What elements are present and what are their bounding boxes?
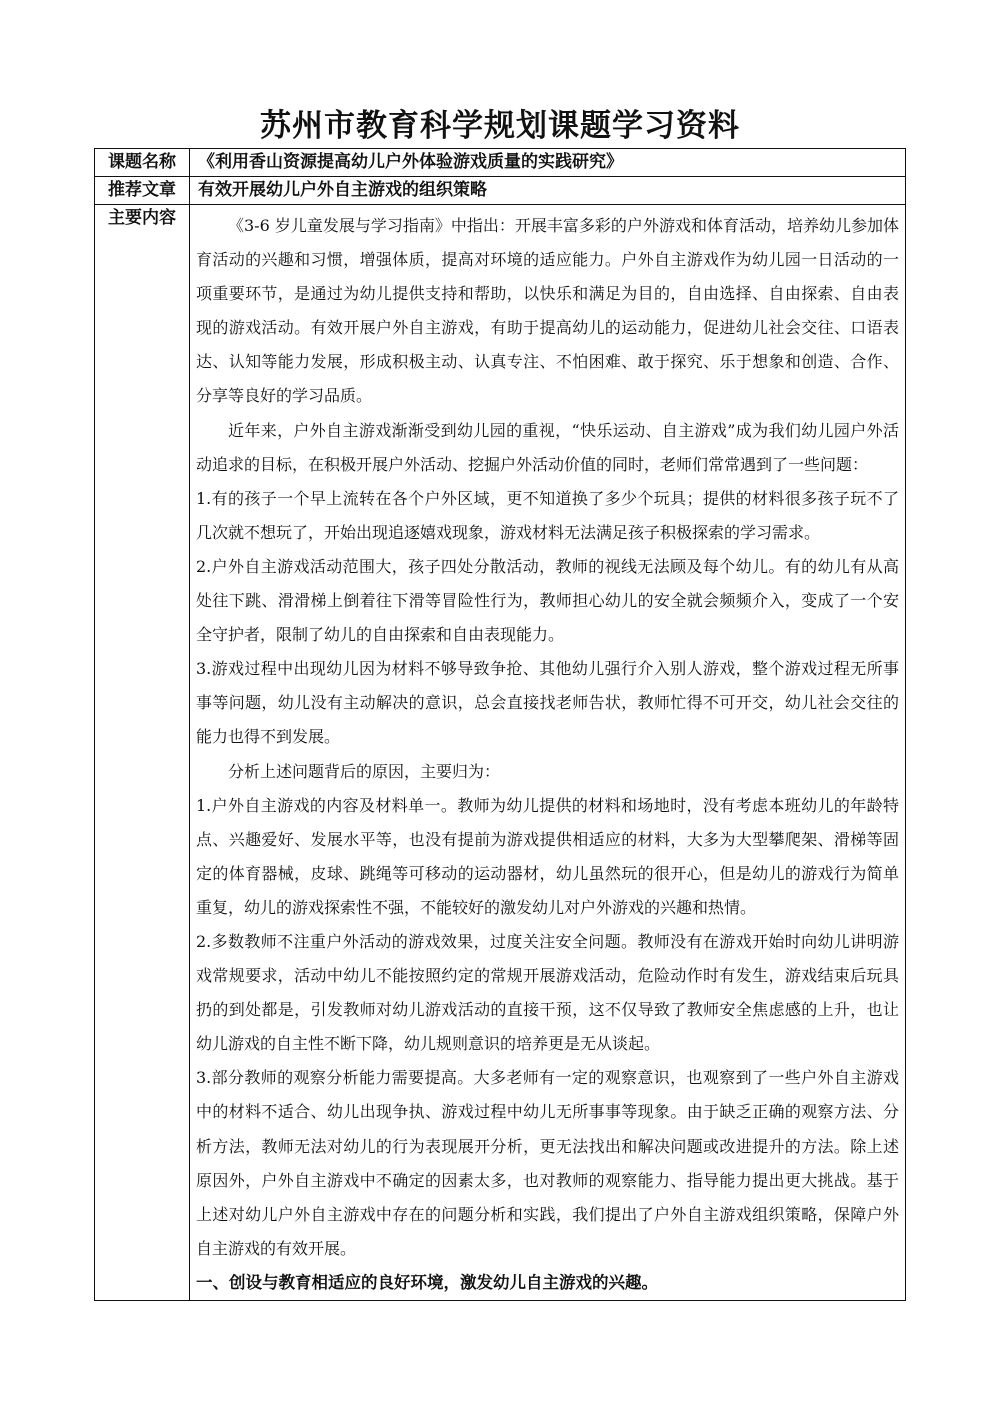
content-row bbox=[95, 205, 906, 1301]
paragraph-problem-1: 1.有的孩子一个早上流转在各个户外区域，更不知道换了多少个玩具；提供的材料很多孩子玩不了几次就不想玩了，开始出现追逐嬉戏现象，游戏材料无法满足孩子积极探索的学习需求。 bbox=[196, 488, 899, 542]
article-row bbox=[95, 177, 906, 205]
paragraph-problem-3: 3.游戏过程中出现幼儿因为材料不够导致争抢、其他幼儿强行介入别人游戏，整个游戏过程无所事事等问题，幼儿没有主动解决的意识，总会直接找老师告状，教师忙得不可开交，幼儿社会交往的能力也得不到发展。 bbox=[196, 659, 899, 747]
article-value: 有效开展幼儿户外自主游戏的组织策略 bbox=[190, 177, 906, 205]
paragraph-cause-2: 2.多数教师不注重户外活动的游戏效果，过度关注安全问题。教师没有在游戏开始时向幼儿讲明游戏常规要求，活动中幼儿不能按照约定的常规开展游戏活动，危险动作时有发生，游戏结束后玩具扔的到处都是，引发教师对幼儿游戏活动的直接干预，这不仅导致了教师安全焦虑感的上升，也让幼儿游戏的自主性不断下降，幼儿规则意识的培养更是无从谈起。 bbox=[196, 931, 899, 1054]
paragraph-problems-intro: 近年来，户外自主游戏渐渐受到幼儿园的重视，“快乐运动、自主游戏”成为我们幼儿园户外活动追求的目标，在积极开展户外活动、挖掘户外活动价值的同时，老师们常常遇到了一些问题： bbox=[196, 420, 899, 474]
paragraph-causes-intro: 分析上述问题背后的原因，主要归为： bbox=[228, 761, 501, 781]
paragraph-cause-3: 3.部分教师的观察分析能力需要提高。大多老师有一定的观察意识，也观察到了一些户外自主游戏中的材料不适合、幼儿出现争执、游戏过程中幼儿无所事事等现象。由于缺乏正确的观察方法、分析方法，教师无法对幼儿的行为表现展开分析，更无法找出和解决问题或改进提升的方法。除上述原因外，户外自主游戏中不确定的因素太多，也对教师的观察能力、指导能力提出更大挑战。基于上述对幼儿户外自主游戏中存在的问题分析和实践，我们提出了户外自主游戏组织策略，保障户外自主游戏的有效开展。 bbox=[196, 1068, 899, 1258]
topic-value: 《利用香山资源提高幼儿户外体验游戏质量的实践研究》 bbox=[190, 149, 906, 177]
paragraph-intro: 《3-6 岁儿童发展与学习指南》中指出：开展丰富多彩的户外游戏和体育活动，培养幼儿参加体育活动的兴趣和习惯，增强体质，提高对环境的适应能力。户外自主游戏作为幼儿园一日活动的一项重要环节，是通过为幼儿提供支持和帮助，以快乐和满足为目的，自由选择、自由探索、自由表现的游戏活动。有效开展户外自主游戏，有助于提高幼儿的运动能力，促进幼儿社会交往、口语表达、认知等能力发展，形成积极主动、认真专注、不怕困难、敢于探究、乐于想象和创造、合作、分享等良好的学习品质。 bbox=[196, 216, 899, 406]
topic-row bbox=[95, 149, 906, 177]
section-heading: 一、创设与教育相适应的良好环境，激发幼儿自主游戏的兴趣。 bbox=[196, 1272, 658, 1292]
paragraph-cause-1: 1.户外自主游戏的内容及材料单一。教师为幼儿提供的材料和场地时，没有考虑本班幼儿的年龄特点、兴趣爱好、发展水平等，也没有提前为游戏提供相适应的材料，大多为大型攀爬架、滑梯等固定的体育器械，皮球、跳绳等可移动的运动器材，幼儿虽然玩的很开心，但是幼儿的游戏行为简单重复，幼儿的游戏探索性不强，不能较好的激发幼儿对户外游戏的兴趣和热情。 bbox=[196, 795, 899, 917]
content-body bbox=[190, 205, 906, 1301]
topic-label: 课题名称 bbox=[95, 149, 190, 177]
page-title: 苏州市教育科学规划课题学习资料 bbox=[260, 108, 740, 144]
content-label: 主要内容 bbox=[95, 205, 190, 1301]
info-table bbox=[94, 148, 906, 1301]
paragraph-problem-2: 2.户外自主游戏活动范围大，孩子四处分散活动，教师的视线无法顾及每个幼儿。有的幼儿有从高处往下跳、滑滑梯上倒着往下滑等冒险性行为，教师担心幼儿的安全就会频频介入，变成了一个安全守护者，限制了幼儿的自由探索和自由表现能力。 bbox=[196, 556, 899, 645]
article-label: 推荐文章 bbox=[95, 177, 190, 205]
